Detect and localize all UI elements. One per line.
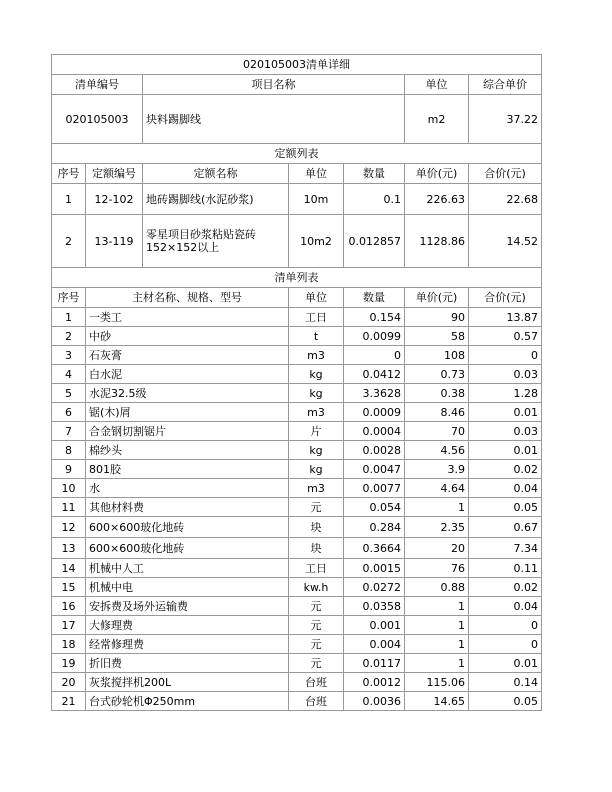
quota-qty: 0.012857 <box>344 215 405 268</box>
material-name: 机械中人工 <box>86 559 289 578</box>
material-unit: 块 <box>289 538 344 559</box>
material-total: 1.28 <box>469 384 542 403</box>
quota-code: 13-119 <box>86 215 143 268</box>
material-row <box>52 654 542 673</box>
material-unit: 元 <box>289 654 344 673</box>
quota-header-code: 定额编号 <box>86 164 143 184</box>
material-total: 0.11 <box>469 559 542 578</box>
material-no: 3 <box>52 346 86 365</box>
material-unit: 元 <box>289 597 344 616</box>
material-name: 水泥32.5级 <box>86 384 289 403</box>
material-row <box>52 498 542 517</box>
quota-header-unit: 单位 <box>289 164 344 184</box>
material-total: 13.87 <box>469 308 542 327</box>
material-qty: 0.001 <box>344 616 405 635</box>
material-price: 8.46 <box>405 403 469 422</box>
material-price: 1 <box>405 498 469 517</box>
materials-header-name: 主材名称、规格、型号 <box>86 288 289 308</box>
material-qty: 3.3628 <box>344 384 405 403</box>
materials-section-row <box>52 268 542 288</box>
materials-header-total: 合价(元) <box>469 288 542 308</box>
quota-name: 零星项目砂浆粘贴瓷砖 152×152以上 <box>143 215 289 268</box>
material-total: 0.14 <box>469 673 542 692</box>
table-title: 020105003清单详细 <box>52 55 542 75</box>
material-price: 90 <box>405 308 469 327</box>
quota-price: 1128.86 <box>405 215 469 268</box>
material-no: 20 <box>52 673 86 692</box>
material-total: 0.05 <box>469 692 542 711</box>
material-no: 15 <box>52 578 86 597</box>
material-no: 1 <box>52 308 86 327</box>
material-price: 3.9 <box>405 460 469 479</box>
material-unit: 块 <box>289 517 344 538</box>
material-total: 7.34 <box>469 538 542 559</box>
material-price: 1 <box>405 616 469 635</box>
material-no: 17 <box>52 616 86 635</box>
material-name: 台式砂轮机Φ250mm <box>86 692 289 711</box>
material-price: 1 <box>405 654 469 673</box>
project-name: 块料踢脚线 <box>143 95 405 144</box>
material-row <box>52 308 542 327</box>
material-unit: 台班 <box>289 673 344 692</box>
material-unit: 元 <box>289 498 344 517</box>
material-name: 801胶 <box>86 460 289 479</box>
material-qty: 0.0358 <box>344 597 405 616</box>
material-name: 经常修理费 <box>86 635 289 654</box>
material-total: 0.04 <box>469 597 542 616</box>
material-no: 19 <box>52 654 86 673</box>
material-name: 机械中电 <box>86 578 289 597</box>
material-name: 安拆费及场外运输费 <box>86 597 289 616</box>
material-unit: 工日 <box>289 308 344 327</box>
material-qty: 0.004 <box>344 635 405 654</box>
quota-name: 地砖踢脚线(水泥砂浆) <box>143 184 289 215</box>
material-total: 0 <box>469 346 542 365</box>
material-qty: 0.0099 <box>344 327 405 346</box>
material-total: 0.01 <box>469 403 542 422</box>
table-body <box>52 55 542 711</box>
material-name: 大修理费 <box>86 616 289 635</box>
material-no: 10 <box>52 479 86 498</box>
material-name: 水 <box>86 479 289 498</box>
material-no: 13 <box>52 538 86 559</box>
quota-qty: 0.1 <box>344 184 405 215</box>
materials-header-row <box>52 288 542 308</box>
material-qty: 0.284 <box>344 517 405 538</box>
material-unit: m3 <box>289 346 344 365</box>
material-total: 0.02 <box>469 578 542 597</box>
material-row <box>52 441 542 460</box>
material-no: 21 <box>52 692 86 711</box>
materials-header-no: 序号 <box>52 288 86 308</box>
material-no: 14 <box>52 559 86 578</box>
material-qty: 0.0028 <box>344 441 405 460</box>
material-name: 600×600玻化地砖 <box>86 517 289 538</box>
material-price: 0.73 <box>405 365 469 384</box>
quota-section-row <box>52 144 542 164</box>
material-qty: 0.154 <box>344 308 405 327</box>
material-price: 108 <box>405 346 469 365</box>
material-unit: 台班 <box>289 692 344 711</box>
summary-row <box>52 95 542 144</box>
material-name: 灰浆搅拌机200L <box>86 673 289 692</box>
material-price: 76 <box>405 559 469 578</box>
material-unit: kg <box>289 384 344 403</box>
material-qty: 0.0047 <box>344 460 405 479</box>
material-qty: 0.0117 <box>344 654 405 673</box>
materials-header-qty: 数量 <box>344 288 405 308</box>
material-row <box>52 422 542 441</box>
materials-header-price: 单价(元) <box>405 288 469 308</box>
material-row <box>52 635 542 654</box>
material-total: 0.03 <box>469 422 542 441</box>
material-name: 折旧费 <box>86 654 289 673</box>
material-no: 16 <box>52 597 86 616</box>
title-row <box>52 55 542 75</box>
bill-detail-table <box>51 54 542 711</box>
material-qty: 0.0012 <box>344 673 405 692</box>
bill-price: 37.22 <box>469 95 542 144</box>
material-name: 石灰膏 <box>86 346 289 365</box>
quota-header-total: 合价(元) <box>469 164 542 184</box>
material-qty: 0.0036 <box>344 692 405 711</box>
material-row <box>52 460 542 479</box>
material-row <box>52 403 542 422</box>
material-row <box>52 597 542 616</box>
material-no: 8 <box>52 441 86 460</box>
material-total: 0.02 <box>469 460 542 479</box>
quota-header-row <box>52 164 542 184</box>
material-price: 0.38 <box>405 384 469 403</box>
quota-no: 1 <box>52 184 86 215</box>
material-qty: 0.0077 <box>344 479 405 498</box>
material-price: 0.88 <box>405 578 469 597</box>
material-qty: 0.3664 <box>344 538 405 559</box>
header-unit: 单位 <box>405 75 469 95</box>
material-unit: kg <box>289 460 344 479</box>
material-name: 锯(木)屑 <box>86 403 289 422</box>
material-qty: 0.0272 <box>344 578 405 597</box>
material-qty: 0.0004 <box>344 422 405 441</box>
material-price: 1 <box>405 635 469 654</box>
header-unit-price: 综合单价 <box>469 75 542 95</box>
header-project-name: 项目名称 <box>143 75 405 95</box>
material-qty: 0.0015 <box>344 559 405 578</box>
material-name: 白水泥 <box>86 365 289 384</box>
material-total: 0.03 <box>469 365 542 384</box>
quota-row <box>52 215 542 268</box>
material-qty: 0.054 <box>344 498 405 517</box>
material-total: 0.05 <box>469 498 542 517</box>
material-unit: m3 <box>289 403 344 422</box>
material-total: 0.01 <box>469 654 542 673</box>
material-row <box>52 517 542 538</box>
material-price: 58 <box>405 327 469 346</box>
material-row <box>52 692 542 711</box>
quota-row <box>52 184 542 215</box>
material-price: 115.06 <box>405 673 469 692</box>
material-row <box>52 365 542 384</box>
quota-unit: 10m2 <box>289 215 344 268</box>
material-name: 中砂 <box>86 327 289 346</box>
material-row <box>52 327 542 346</box>
material-price: 20 <box>405 538 469 559</box>
quota-header-no: 序号 <box>52 164 86 184</box>
material-name: 600×600玻化地砖 <box>86 538 289 559</box>
quota-price: 226.63 <box>405 184 469 215</box>
material-row <box>52 479 542 498</box>
material-price: 4.64 <box>405 479 469 498</box>
summary-header-row <box>52 75 542 95</box>
material-unit: t <box>289 327 344 346</box>
material-total: 0.01 <box>469 441 542 460</box>
material-row <box>52 384 542 403</box>
material-row <box>52 538 542 559</box>
quota-unit: 10m <box>289 184 344 215</box>
material-unit: kw.h <box>289 578 344 597</box>
material-price: 1 <box>405 597 469 616</box>
quota-no: 2 <box>52 215 86 268</box>
quota-code: 12-102 <box>86 184 143 215</box>
material-row <box>52 616 542 635</box>
material-no: 5 <box>52 384 86 403</box>
materials-section-title: 清单列表 <box>52 268 542 288</box>
material-qty: 0 <box>344 346 405 365</box>
material-no: 9 <box>52 460 86 479</box>
material-no: 4 <box>52 365 86 384</box>
bill-unit: m2 <box>405 95 469 144</box>
material-no: 12 <box>52 517 86 538</box>
quota-section-title: 定额列表 <box>52 144 542 164</box>
material-no: 11 <box>52 498 86 517</box>
material-qty: 0.0412 <box>344 365 405 384</box>
material-total: 0.57 <box>469 327 542 346</box>
quota-header-price: 单价(元) <box>405 164 469 184</box>
material-unit: 元 <box>289 635 344 654</box>
material-qty: 0.0009 <box>344 403 405 422</box>
quota-total: 22.68 <box>469 184 542 215</box>
material-total: 0.67 <box>469 517 542 538</box>
material-no: 2 <box>52 327 86 346</box>
material-unit: 元 <box>289 616 344 635</box>
bill-code: 020105003 <box>52 95 143 144</box>
material-total: 0.04 <box>469 479 542 498</box>
material-unit: 工日 <box>289 559 344 578</box>
material-no: 18 <box>52 635 86 654</box>
quota-total: 14.52 <box>469 215 542 268</box>
quota-header-name: 定额名称 <box>143 164 289 184</box>
material-name: 一类工 <box>86 308 289 327</box>
material-no: 7 <box>52 422 86 441</box>
material-price: 2.35 <box>405 517 469 538</box>
materials-header-unit: 单位 <box>289 288 344 308</box>
quota-header-qty: 数量 <box>344 164 405 184</box>
material-name: 合金钢切割锯片 <box>86 422 289 441</box>
material-row <box>52 559 542 578</box>
material-name: 其他材料费 <box>86 498 289 517</box>
header-bill-code: 清单编号 <box>52 75 143 95</box>
material-name: 棉纱头 <box>86 441 289 460</box>
material-price: 70 <box>405 422 469 441</box>
material-row <box>52 673 542 692</box>
material-price: 14.65 <box>405 692 469 711</box>
material-price: 4.56 <box>405 441 469 460</box>
material-no: 6 <box>52 403 86 422</box>
material-row <box>52 578 542 597</box>
material-total: 0 <box>469 635 542 654</box>
material-unit: m3 <box>289 479 344 498</box>
material-unit: 片 <box>289 422 344 441</box>
material-row <box>52 346 542 365</box>
material-unit: kg <box>289 441 344 460</box>
material-unit: kg <box>289 365 344 384</box>
material-total: 0 <box>469 616 542 635</box>
